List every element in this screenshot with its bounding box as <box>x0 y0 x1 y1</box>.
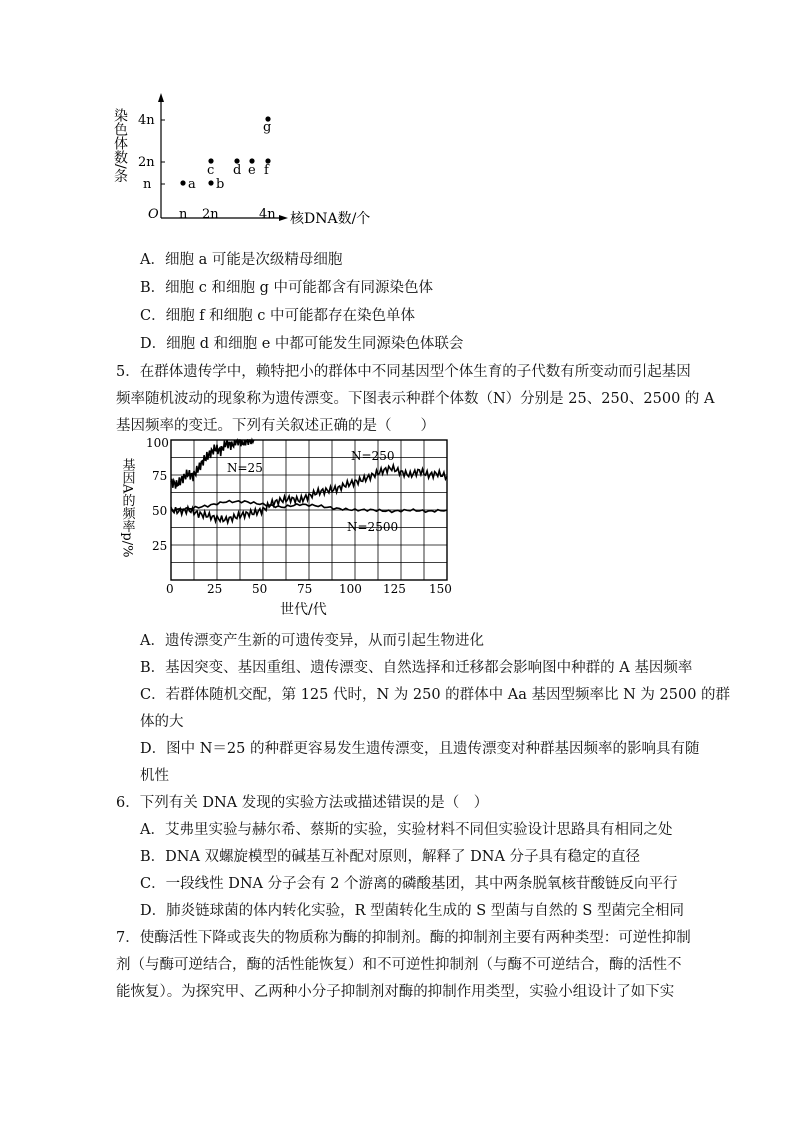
chart1-ylabel: 染色体数/条 <box>112 108 128 183</box>
q6-option-a: A．艾弗里实验与赫尔希、蔡斯的实验，实验材料不同但实验设计思路具有相同之处 <box>140 822 673 838</box>
chart1-x-arrow <box>279 215 288 221</box>
q7-stem-line3: 能恢复）。为探究甲、乙两种小分子抑制剂对酶的抑制作用类型，实验小组设计了如下实 <box>116 984 675 1000</box>
q6-stem: 6．下列有关 DNA 发现的实验方法或描述错误的是（ ） <box>116 795 489 811</box>
chart1-point-b <box>208 180 213 185</box>
q4-option-c: C．细胞 f 和细胞 c 中可能都存在染色单体 <box>140 308 416 324</box>
chart1-label-c: c <box>207 163 215 178</box>
q5-option-b: B．基因突变、基因重组、遗传漂变、自然选择和迁移都会影响图中种群的 A 基因频率 <box>140 660 693 676</box>
chart1-label-e: e <box>248 163 256 178</box>
q6-option-d: D．肺炎链球菌的体内转化实验，R 型菌转化生成的 S 型菌与自然的 S 型菌完全相同 <box>140 903 684 919</box>
chart1-xlabel: 核DNA数/个 <box>290 211 371 227</box>
chart2-ytick-50: 50 <box>152 504 168 518</box>
q4-option-d: D．细胞 d 和细胞 e 中都可能发生同源染色体联会 <box>140 336 464 352</box>
chart1-xtick-4n: 4n <box>259 207 276 222</box>
chart1-label-f: f <box>264 163 269 178</box>
chart2-xlabel: 世代/代 <box>280 602 327 618</box>
chart2-ytick-100: 100 <box>146 436 169 450</box>
q5-option-d-cont: 机性 <box>140 768 169 784</box>
q5-stem-line3: 基因频率的变迁。下列有关叙述正确的是（ ） <box>116 418 435 434</box>
chart2-label-n2500: N=2500 <box>347 520 399 534</box>
chart1-ytick-n: n <box>143 177 152 192</box>
q5-stem-line2: 频率随机波动的现象称为遗传漂变。下图表示种群个体数（N）分别是 25、250、2500 的 A <box>116 391 715 407</box>
chart2-xtick-25: 25 <box>207 582 223 596</box>
chart1-xtick-2n: 2n <box>202 207 219 222</box>
chart2-xtick-0: 0 <box>166 582 174 596</box>
q7-stem-line2: 剂（与酶可逆结合，酶的活性能恢复）和不可逆性抑制剂（与酶不可逆结合，酶的活性不 <box>116 957 682 973</box>
chart1-point-a <box>180 180 185 185</box>
q5-option-c-cont: 体的大 <box>140 714 184 730</box>
q7-stem-line1: 7．使酶活性下降或丧失的物质称为酶的抑制剂。酶的抑制剂主要有两种类型：可逆性抑制 <box>116 930 691 946</box>
chart2-xtick-100: 100 <box>339 582 362 596</box>
chart2-xtick-50: 50 <box>252 582 268 596</box>
chart2-ytick-25: 25 <box>152 539 168 553</box>
chart-chromosome-dna <box>110 90 410 235</box>
chart1-label-d: d <box>233 163 242 178</box>
chart1-label-b: b <box>216 177 225 192</box>
chart-genetic-drift <box>115 436 465 621</box>
chart2-label-n250: N=250 <box>351 449 395 463</box>
chart2-ylabel: 基因A的频率p/% <box>119 458 135 558</box>
chart2-xtick-150: 150 <box>429 582 452 596</box>
chart1-y-arrow <box>158 93 164 102</box>
chart1-ytick-4n: 4n <box>138 113 155 128</box>
chart2-ytick-75: 75 <box>152 469 168 483</box>
q6-option-c: C．一段线性 DNA 分子会有 2 个游离的磷酸基团，其中两条脱氧核苷酸链反向平行 <box>140 876 678 892</box>
chart1-ytick-2n: 2n <box>138 155 155 170</box>
chart1-origin: O <box>148 207 159 222</box>
q5-option-d: D．图中 N＝25 的种群更容易发生遗传漂变，且遗传漂变对种群基因频率的影响具有随 <box>140 741 700 757</box>
q4-option-a: A．细胞 a 可能是次级精母细胞 <box>140 252 343 268</box>
q5-option-c: C．若群体随机交配，第 125 代时，N 为 250 的群体中 Aa 基因型频率比 N 为 2500 的群 <box>140 687 731 703</box>
q4-option-b: B．细胞 c 和细胞 g 中可能都含有同源染色体 <box>140 280 433 296</box>
chart2-xtick-125: 125 <box>383 582 406 596</box>
chart1-xtick-n: n <box>179 207 188 222</box>
chart2-xtick-75: 75 <box>297 582 313 596</box>
chart2-label-n25: N=25 <box>227 461 263 475</box>
chart1-label-a: a <box>188 177 196 192</box>
q5-option-a: A．遗传漂变产生新的可遗传变异，从而引起生物进化 <box>140 633 484 649</box>
q5-stem-line1: 5．在群体遗传学中，赖特把小的群体中不同基因型个体生育的子代数有所变动而引起基因 <box>116 364 691 380</box>
chart1-label-g: g <box>263 120 272 135</box>
q6-option-b: B．DNA 双螺旋模型的碱基互补配对原则，解释了 DNA 分子具有稳定的直径 <box>140 849 641 865</box>
